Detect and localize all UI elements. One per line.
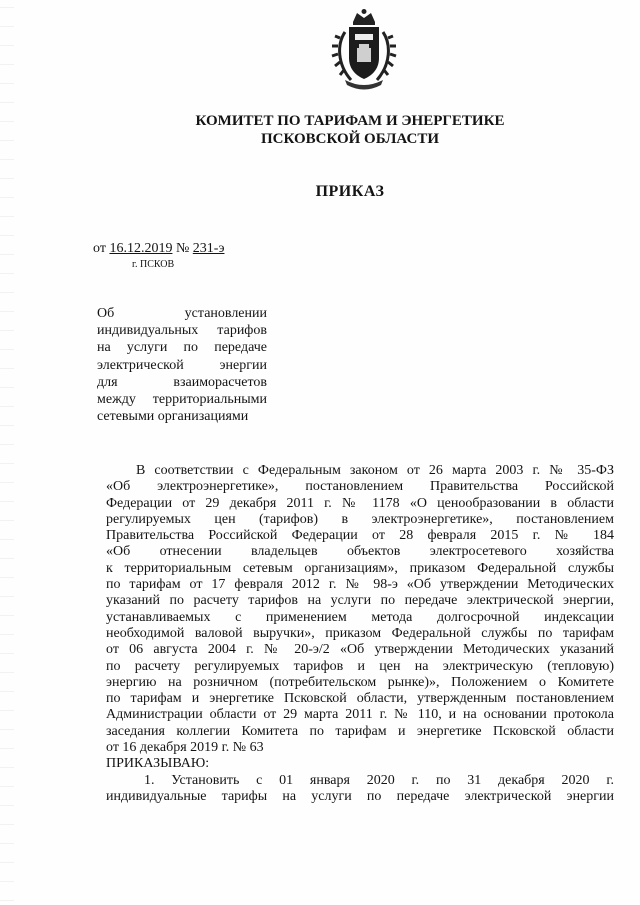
order-date: 16.12.2019 (109, 241, 173, 256)
body-line: энергию на розничном (потребительском рынке)», Положением о Комитете (106, 674, 614, 690)
order-prefix: от (93, 241, 106, 256)
committee-name-line-2: ПСКОВСКОЙ ОБЛАСТИ (260, 131, 440, 147)
body-line: регулируемых цен (тарифов) в электроэнергетике», постановлением (106, 511, 614, 527)
order-body (106, 463, 614, 805)
subject-line: электрической энергии (97, 357, 267, 373)
order-title: ПРИКАЗ (315, 183, 385, 200)
subject-line: индивидуальных тарифов (97, 323, 267, 339)
order-number-sign: № (175, 241, 190, 256)
body-line: 1. Установить с 01 января 2020 г. по 31 декабря 2020 г. (144, 772, 614, 788)
order-date-number (93, 241, 224, 257)
body-line: В соответствии с Федеральным законом от 26 марта 2003 г. № 35-ФЗ (136, 463, 614, 478)
order-subject (97, 305, 267, 425)
body-line: заседания коллегии Комитета по тарифам и энергетике Псковской области (106, 723, 614, 739)
body-line: от 06 августа 2004 г. № 20-э/2 «Об утверждении Методических указаний (106, 642, 614, 658)
committee-name-line-1: КОМИТЕТ ПО ТАРИФАМ И ЭНЕРГЕТИКЕ (195, 113, 505, 129)
subject-line: Об установлении (97, 306, 267, 321)
body-line: «Об электроэнергетике», постановлением Правительства Российской (106, 479, 614, 495)
body-line: по тарифам и энергетике Псковской области, утвержденным постановлением (106, 691, 614, 707)
order-directive: ПРИКАЗЫВАЮ: (106, 756, 210, 772)
order-number: 231-э (192, 241, 225, 256)
body-line: необходимой валовой выручки», приказом Федеральной службы по тарифам (106, 625, 614, 641)
subject-line: между территориальными (97, 391, 267, 407)
body-line: Администрации области от 29 марта 2011 г. № 110, и на основании протокола (106, 707, 614, 723)
order-city: г. ПСКОВ (132, 259, 175, 270)
body-line: Федерации от 29 декабря 2011 г. № 1178 «О ценообразовании в области (106, 495, 614, 511)
body-line: указаний по расчету тарифов на услуги по передаче электрической энергии, (106, 593, 614, 609)
body-line: по расчету регулируемых тарифов и цен на электрическую (тепловую) (106, 658, 614, 674)
subject-line: для взаиморасчетов (97, 374, 267, 390)
body-line: индивидуальные тарифы на услуги по передаче электрической энергии (106, 788, 614, 804)
subject-line: на услуги по передаче (97, 340, 267, 356)
body-line: к территориальным сетевым организациям», приказом Федеральной службы (106, 560, 614, 576)
scan-edge (0, 0, 14, 905)
subject-line: сетевыми организациями (97, 409, 249, 425)
body-line: от 16 декабря 2019 г. № 63 (106, 740, 264, 756)
coat-of-arms-emblem (331, 8, 397, 90)
body-line: по тарифам от 17 февраля 2012 г. № 98-э «Об утверждении Методических (106, 577, 614, 593)
body-line: «Об отнесении владельцев объектов электросетевого хозяйства (106, 544, 614, 560)
body-line: Правительства Российской Федерации от 28 февраля 2015 г. № 184 (106, 528, 614, 544)
body-line: устанавливаемых с применением метода долгосрочной индексации (106, 609, 614, 625)
